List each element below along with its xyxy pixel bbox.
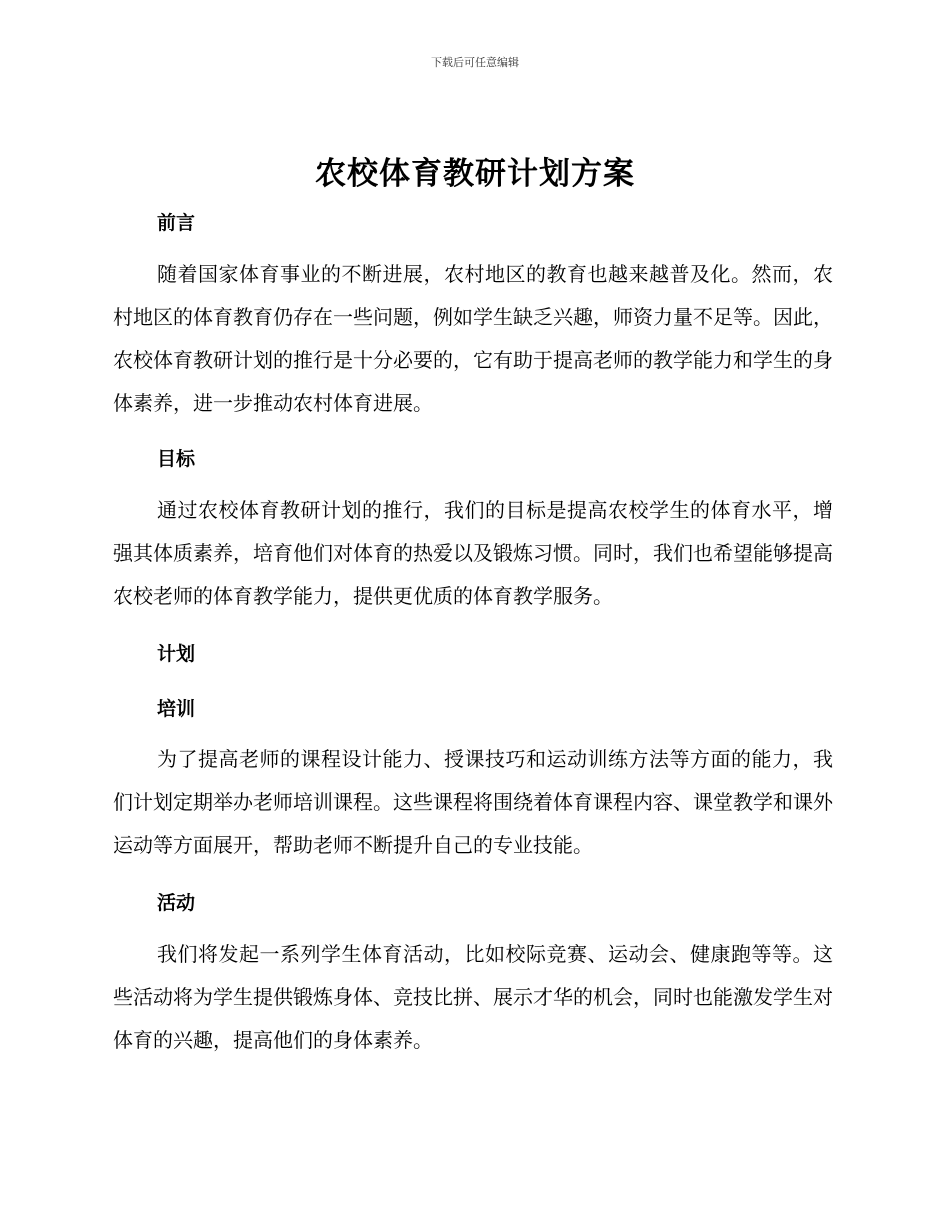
document-title: 农校体育教研计划方案: [315, 156, 635, 192]
paragraph-preface: 随着国家体育事业的不断进展，农村地区的教育也越来越普及化。然而，农村地区的体育教育仍存在一些问题，例如学生缺乏兴趣，师资力量不足等。因此，农校体育教研计划的推行是十分必要的，它有助于提高老师的教学能力和学生的身体素养，进一步推动农村体育进展。: [113, 262, 833, 415]
section-heading-training: 培训: [157, 698, 196, 720]
section-heading-plan: 计划: [157, 643, 196, 665]
paragraph-training: 为了提高老师的课程设计能力、授课技巧和运动训练方法等方面的能力，我们计划定期举办老师培训课程。这些课程将围绕着体育课程内容、课堂教学和课外运动等方面展开，帮助老师不断提升自己的专业技能。: [113, 747, 833, 857]
paragraph-activities: 我们将发起一系列学生体育活动，比如校际竞赛、运动会、健康跑等等。这些活动将为学生提供锻炼身体、竞技比拼、展示才华的机会，同时也能激发学生对体育的兴趣，提高他们的身体素养。: [113, 942, 833, 1052]
paragraph-goal: 通过农校体育教研计划的推行，我们的目标是提高农校学生的体育水平，增强其体质素养，培育他们对体育的热爱以及锻炼习惯。同时，我们也希望能够提高农校老师的体育教学能力，提供更优质的体育教学服务。: [113, 498, 833, 608]
section-heading-activities: 活动: [157, 892, 196, 914]
page-header-note: 下载后可任意编辑: [431, 56, 519, 69]
section-heading-goal: 目标: [157, 448, 196, 470]
section-heading-preface: 前言: [157, 212, 196, 234]
